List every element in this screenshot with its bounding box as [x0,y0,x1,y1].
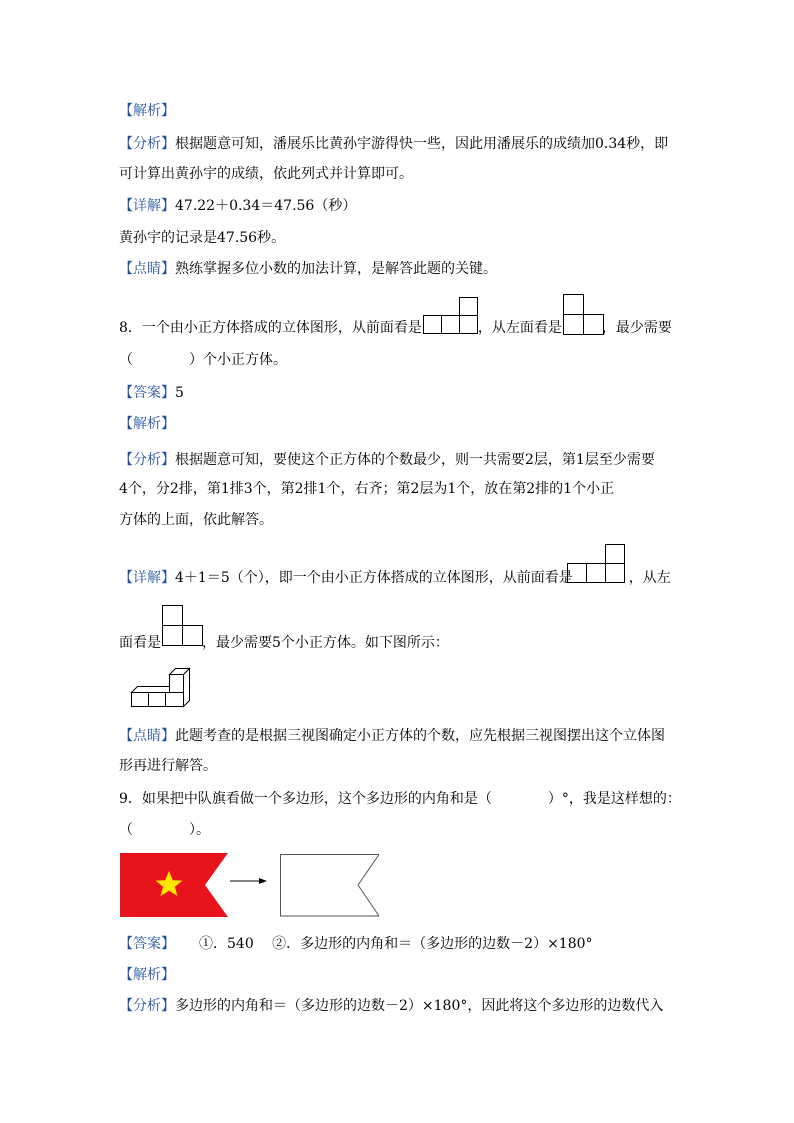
detail-tag: 【详解】 [119,570,175,586]
analysis-text-line2: 可计算出黄孙宇的成绩，依此列式并计算即可。 [119,166,413,182]
q8-stem-part1: 8．一个由小正方体搭成的立体图形，从前面看是 [119,320,422,336]
q8-remark-line2: 形再进行解答。 [119,758,217,774]
detail-text: ，从左 [628,570,671,586]
answer-tag: 【答案】 [119,936,175,952]
remark-text: 此题考查的是根据三视图确定小正方体的个数，应先根据三视图摆出这个立体图 [175,728,665,744]
jiexi-heading: 【解析】 [119,103,175,119]
q8-answer [119,383,184,403]
detail-text: 4＋1＝5（个），即一个由小正方体搭成的立体图形，从前面看是 [175,570,573,586]
remark-paragraph [119,259,497,279]
detail-text: ，最少需要5个小正方体。如下图所示： [202,635,449,651]
q8-remark [119,726,665,746]
q9-jiexi: 【解析】 [119,967,175,983]
q8-stem-part2: ，从左面看是 [477,320,562,336]
remark-tag: 【点睛】 [119,261,175,277]
detail-tag: 【详解】 [119,198,175,214]
left-view-figure [162,605,204,647]
flag-diagram [119,852,379,922]
q9-analysis [119,996,663,1016]
q9-stem-line2: （ ）。 [119,822,210,838]
q8-analysis-line3: 方体的上面，依此解答。 [119,512,273,528]
detail-paragraph [119,196,356,216]
q9-stem: 9．如果把中队旗看做一个多边形，这个多边形的内角和是（ ）°，我是这样想的： [119,791,681,807]
analysis-text: 多边形的内角和＝（多边形的边数－2）×180°，因此将这个多边形的边数代入 [175,998,664,1014]
front-view-figure [423,296,479,336]
cube-stack-figure [129,662,195,710]
remark-text: 熟练掌握多位小数的加法计算，是解答此题的关键。 [175,261,497,277]
q8-blank: （ ）个小正方体。 [119,352,287,368]
analysis-text: 根据题意可知，要使这个正方体的个数最少，则一共需要2层，第1层至少需要 [175,452,655,468]
analysis-tag: 【分析】 [119,998,175,1014]
answer-value: 5 [175,385,184,401]
q8-analysis-line2: 4个，分2排，第1排3个，第2排1个，右齐；第2层为1个，放在第2排的1个小正 [119,481,615,497]
analysis-text: 根据题意可知，潘展乐比黄孙宇游得快一些，因此用潘展乐的成绩加0.34秒，即 [175,136,669,152]
arrow-icon [259,878,267,884]
record-text: 黄孙宇的记录是47.56秒。 [119,230,286,246]
q8-analysis [119,450,655,470]
analysis-tag: 【分析】 [119,136,175,152]
detail-text: 47.22＋0.34＝47.56（秒） [175,198,357,214]
detail-text: 面看是 [119,635,161,651]
front-view-figure [567,544,625,584]
q8-stem-part3: ，最少需要 [601,320,672,336]
remark-tag: 【点睛】 [119,728,175,744]
analysis-tag: 【分析】 [119,452,175,468]
q8-jiexi: 【解析】 [119,416,175,432]
answer-tag: 【答案】 [119,385,175,401]
left-view-figure [563,294,605,336]
q9-answer [119,934,593,954]
analysis-paragraph [119,134,668,154]
polygon-outline [281,855,380,917]
answer-value: ①．540 ②．多边形的内角和＝（多边形的边数－2）×180° [199,936,593,952]
